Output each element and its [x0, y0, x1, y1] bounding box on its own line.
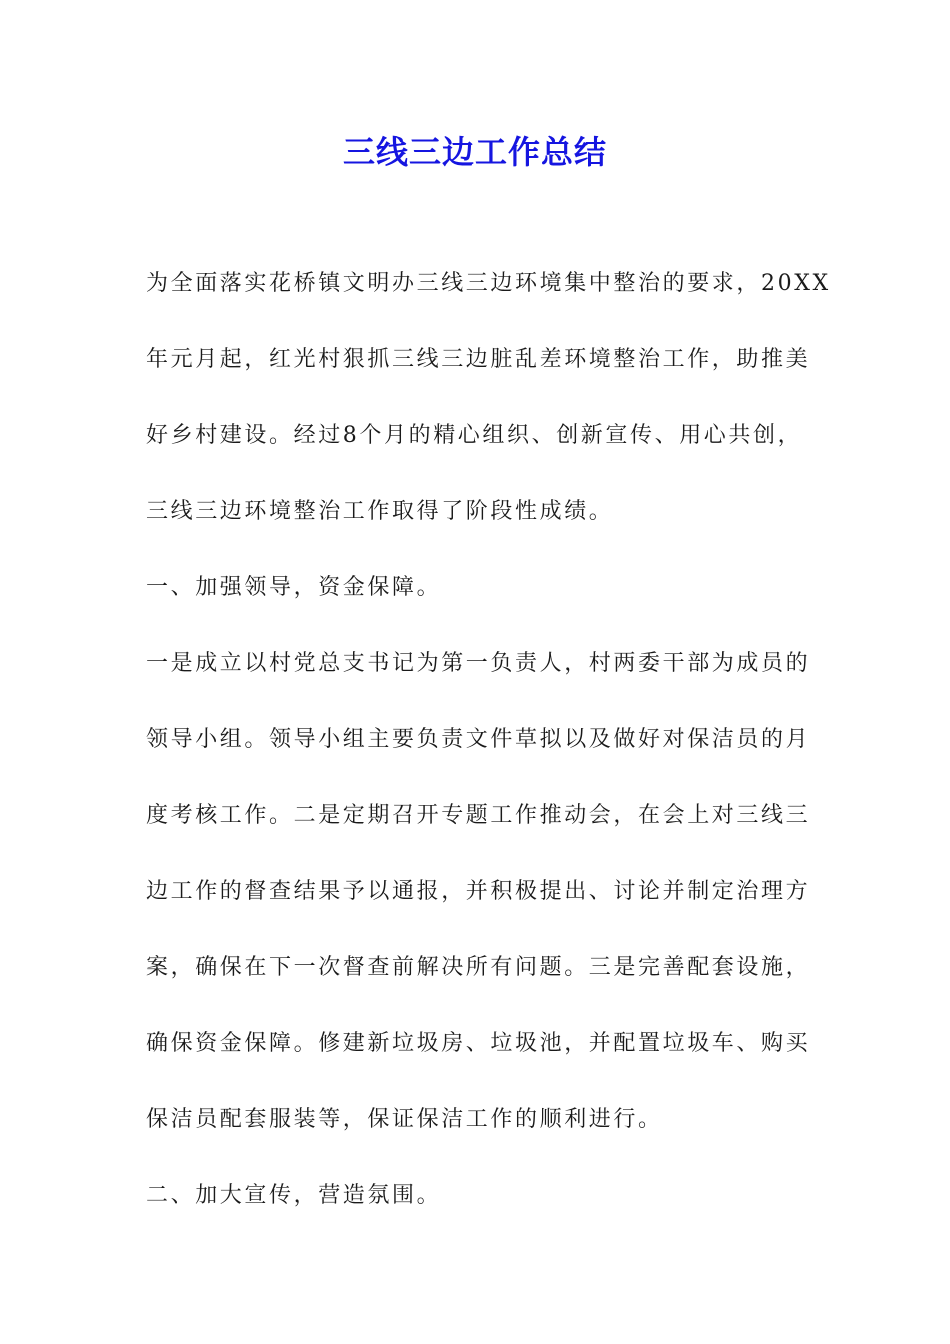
- paragraph-line: 领导小组。领导小组主要负责文件草拟以及做好对保洁员的月: [146, 727, 811, 752]
- section-heading: 二、加大宣传，营造氛围。: [146, 1183, 442, 1208]
- paragraph-line: 三线三边环境整治工作取得了阶段性成绩。: [146, 499, 614, 524]
- document-title: 三线三边工作总结: [342, 133, 607, 171]
- paragraph-line: 为全面落实花桥镇文明办三线三边环境集中整治的要求，20XX: [146, 271, 831, 296]
- paragraph-line: 好乡村建设。经过8个月的精心组织、创新宣传、用心共创，: [146, 423, 803, 448]
- paragraph-line: 确保资金保障。修建新垃圾房、垃圾池，并配置垃圾车、购买: [146, 1031, 811, 1056]
- paragraph-line: 边工作的督查结果予以通报，并积极提出、讨论并制定治理方: [146, 879, 811, 904]
- paragraph-line: 年元月起，红光村狠抓三线三边脏乱差环境整治工作，助推美: [146, 347, 811, 372]
- paragraph-line: 案，确保在下一次督查前解决所有问题。三是完善配套设施，: [146, 955, 811, 980]
- paragraph-line: 度考核工作。二是定期召开专题工作推动会，在会上对三线三: [146, 803, 811, 828]
- paragraph-line: 一是成立以村党总支书记为第一负责人，村两委干部为成员的: [146, 651, 811, 676]
- section-heading: 一、加强领导，资金保障。: [146, 575, 442, 600]
- paragraph-line: 保洁员配套服装等，保证保洁工作的顺利进行。: [146, 1107, 663, 1132]
